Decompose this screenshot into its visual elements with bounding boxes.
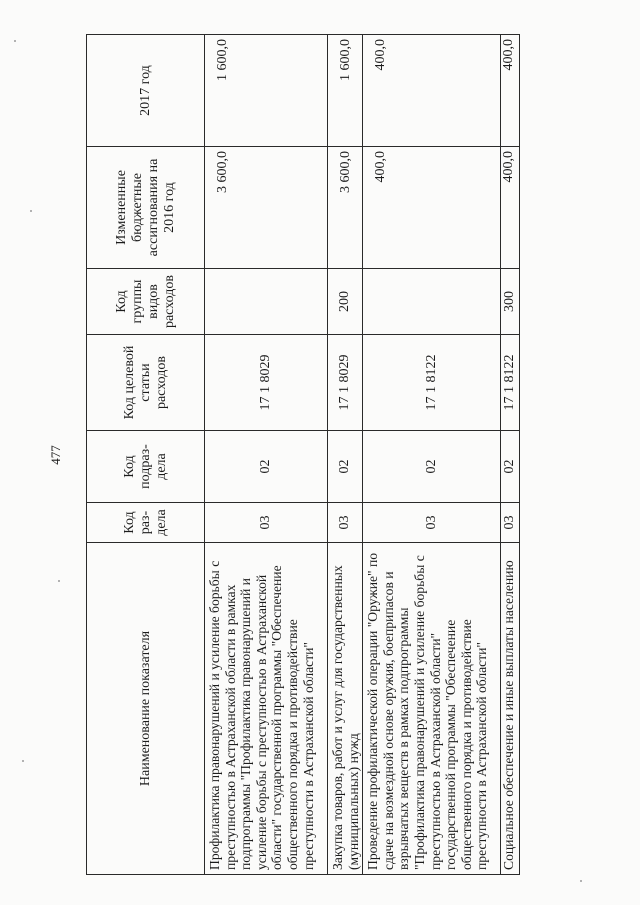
cell-changed: 400,0 — [363, 147, 501, 269]
scan-speck — [14, 40, 16, 42]
cell-2017: 1 600,0 — [328, 35, 363, 147]
cell-subsection: 02 — [363, 431, 501, 503]
table-row — [501, 35, 520, 875]
cell-name: Профилактика правонарушений и усиление борьбы с преступностью в Астраханской области в рамках подпрограммы "Профилактика правонарушений и усиление борьбы с преступностью в Астраханской области" государственной программы "Обеспечение общественного порядка и противодействие преступности в Астраханской области" — [205, 543, 328, 875]
header-name: Наименование показателя — [87, 543, 205, 875]
header-group: Код группы видов расходов — [87, 269, 205, 335]
header-row — [87, 35, 205, 875]
cell-group — [363, 269, 501, 335]
cell-name: Закупка товаров, работ и услуг для государственных (муниципальных) нужд — [328, 543, 363, 875]
cell-group — [205, 269, 328, 335]
cell-2017: 1 600,0 — [205, 35, 328, 147]
cell-target: 17 1 8122 — [363, 335, 501, 431]
cell-section: 03 — [501, 503, 520, 543]
cell-2017: 400,0 — [363, 35, 501, 147]
cell-target: 17 1 8029 — [328, 335, 363, 431]
cell-target: 17 1 8122 — [501, 335, 520, 431]
cell-subsection: 02 — [328, 431, 363, 503]
cell-subsection: 02 — [501, 431, 520, 503]
cell-section: 03 — [363, 503, 501, 543]
cell-name: Социальное обеспечение и иные выплаты населению — [501, 543, 520, 875]
cell-target: 17 1 8029 — [205, 335, 328, 431]
cell-group: 300 — [501, 269, 520, 335]
scan-speck — [22, 760, 24, 762]
cell-changed: 400,0 — [501, 147, 520, 269]
header-2017: 2017 год — [87, 35, 205, 147]
scan-speck — [580, 880, 582, 882]
budget-table — [86, 34, 520, 875]
cell-group: 200 — [328, 269, 363, 335]
header-section: Код раз-дела — [87, 503, 205, 543]
header-changed: Измененные бюджетные ассигнования на 2016 год — [87, 147, 205, 269]
scan-speck — [30, 210, 32, 212]
cell-name: Проведение профилактической операции "Оружие" по сдаче на возмездной основе оружия, боеприпасов и взрывчатых веществ в рамках подпрограммы "Профилактика правонарушений и усиление борьбы с преступностью в Астраханской области" государственной программы "Обеспечение общественного порядка и противодействие преступности в Астраханской области" — [363, 543, 501, 875]
table-row — [363, 35, 501, 875]
cell-section: 03 — [328, 503, 363, 543]
table-row — [328, 35, 363, 875]
scan-speck — [58, 580, 60, 582]
cell-subsection: 02 — [205, 431, 328, 503]
cell-changed: 3 600,0 — [205, 147, 328, 269]
header-subsection: Код подраз-дела — [87, 431, 205, 503]
rotated-table-wrapper — [86, 35, 518, 875]
header-target: Код целевой статьи расходов — [87, 335, 205, 431]
page-number: 477 — [48, 445, 63, 465]
cell-section: 03 — [205, 503, 328, 543]
cell-2017: 400,0 — [501, 35, 520, 147]
cell-changed: 3 600,0 — [328, 147, 363, 269]
table-row — [205, 35, 328, 875]
